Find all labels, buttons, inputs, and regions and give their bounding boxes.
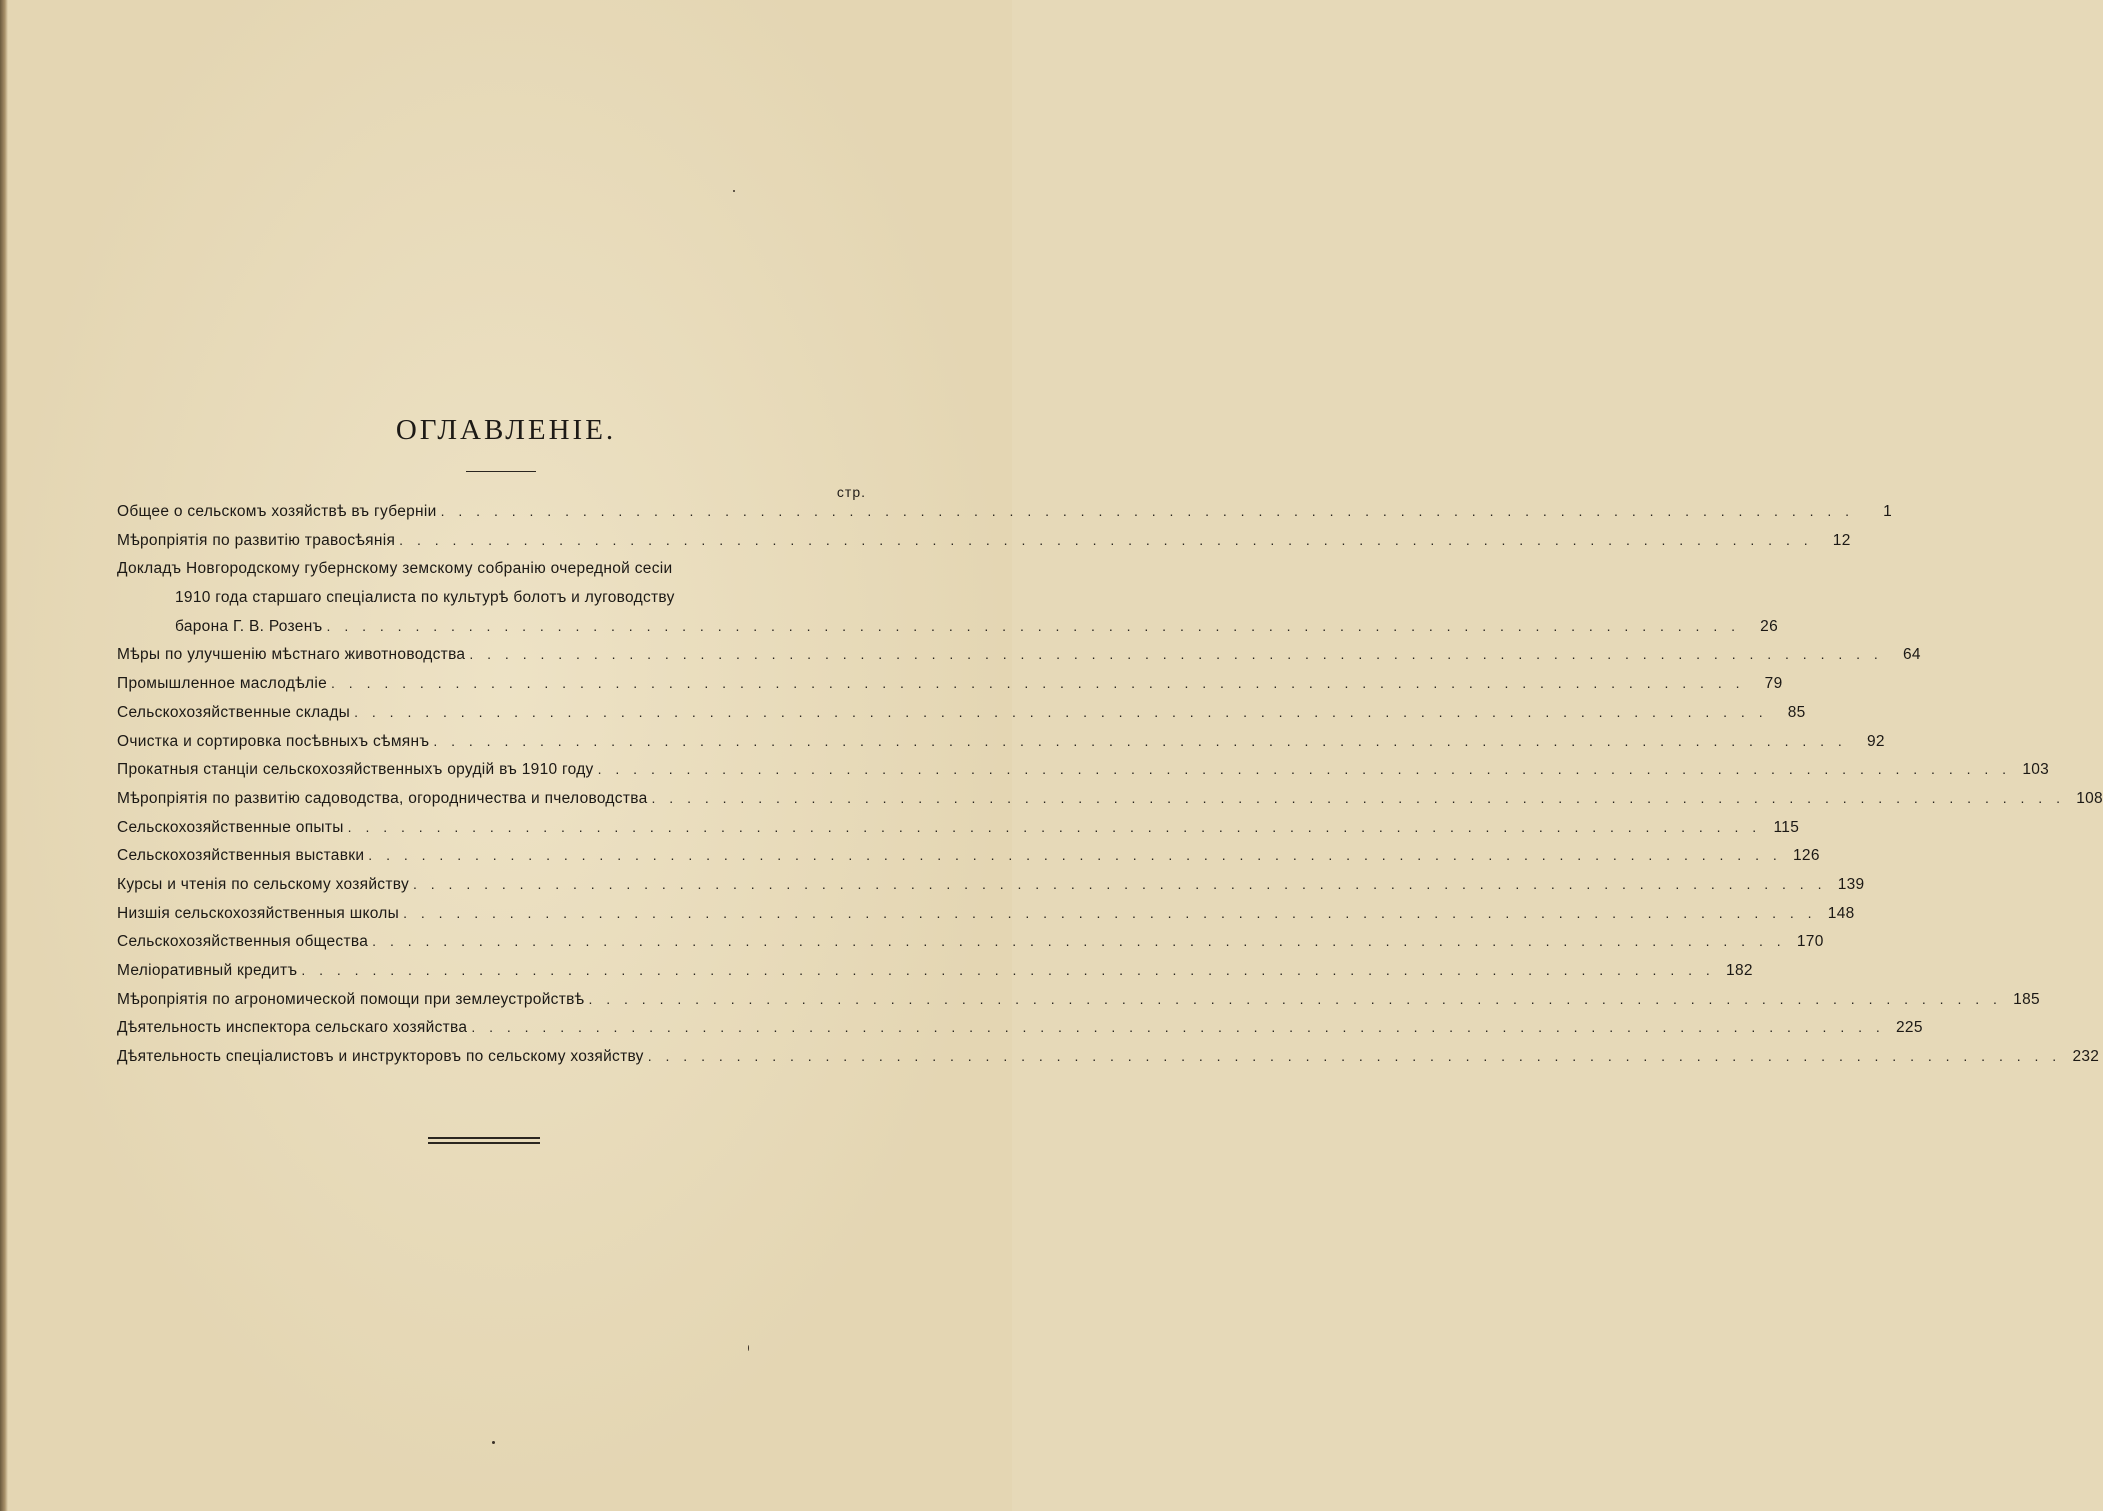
toc-entry-title: Сельскохозяйственные опыты: [117, 818, 344, 836]
toc-leader-dots: . . . . . . . . . . . . . . . . . . . . . . . . . . . . . . . . . . . . . . . . . . . . . . . . . . . . . . . . . . . . . . . . . . . . . . . . . . . . . . . .: [651, 789, 2065, 806]
toc-page-number: 79: [1764, 675, 1783, 693]
toc-entry: [117, 617, 1779, 647]
toc-entry-title: Мѣропріятія по развитію травосѣянія: [117, 531, 396, 549]
toc-page-number: 85: [1787, 703, 1806, 721]
toc-leader-dots: . . . . . . . . . . . . . . . . . . . . . . . . . . . . . . . . . . . . . . . . . . . . . . . . . . . . . . . . . . . . . . . . . . . . . . . . . . . . . . . .: [413, 875, 1827, 892]
toc-leader-dots: . . . . . . . . . . . . . . . . . . . . . . . . . . . . . . . . . . . . . . . . . . . . . . . . . . . . . . . . . . . . . . . . . . . . . . . . . . . . . . . .: [597, 761, 2012, 778]
toc-entry: [117, 589, 863, 618]
toc-entry-title: барона Г. В. Розенъ: [175, 617, 323, 635]
toc-entry-title: Мѣропріятія по развитію садоводства, огородничества и пчеловодства: [117, 789, 648, 807]
toc-entry-title: Дѣятельность инспектора сельскаго хозяйства: [117, 1019, 468, 1037]
toc-entry: [117, 503, 1893, 532]
toc-leader-dots: . . . . . . . . . . . . . . . . . . . . . . . . . . . . . . . . . . . . . . . . . . . . . . . . . . . . . . . . . . . . . . . . . . . . . . . . . . . . . . . .: [403, 904, 1817, 921]
toc-leader-dots: . . . . . . . . . . . . . . . . . . . . . . . . . . . . . . . . . . . . . . . . . . . . . . . . . . . . . . . . . . . . . . . . . . . . . . . . . . . . . . . .: [647, 1048, 2062, 1065]
page-title: ОГЛАВЛЕНІЕ.: [395, 414, 617, 446]
toc-entry: [117, 1019, 1923, 1048]
toc-entry-title: Очистка и сортировка посѣвныхъ сѣмянъ: [117, 732, 430, 750]
toc-page-number: 115: [1773, 818, 1800, 836]
toc-entry-title: Докладъ Новгородскому губернскому земскому собранію очередной сесіи: [117, 560, 673, 578]
toc-leader-dots: . . . . . . . . . . . . . . . . . . . . . . . . . . . . . . . . . . . . . . . . . . . . . . . . . . . . . . . . . . . . . . . . . . . . . . . . . . . . . . . .: [471, 1019, 1885, 1036]
toc-page-number: 103: [2022, 761, 2050, 779]
end-rule-bottom: [428, 1142, 540, 1144]
toc-page-number: 26: [1760, 617, 1779, 635]
toc-leader-dots: . . . . . . . . . . . . . . . . . . . . . . . . . . . . . . . . . . . . . . . . . . . . . . . . . . . . . . . . . . . . . . . . . . . . . . . . . . . . . . . .: [399, 531, 1813, 548]
page-column-header: стр.: [836, 484, 866, 500]
toc-entry: [117, 875, 1865, 905]
toc-page-number: 12: [1832, 531, 1851, 549]
end-rule-top: [428, 1137, 540, 1139]
toc-entry: [117, 1048, 2100, 1077]
toc-entry-title: Сельскохозяйственные склады: [117, 703, 351, 721]
toc-leader-dots: . . . . . . . . . . . . . . . . . . . . . . . . . . . . . . . . . . . . . . . . . . . . . . . . . . . . . . . . . . . . . . . . . . . . . . . . . . . . . . . .: [331, 675, 1745, 692]
toc-page-number: 108: [2076, 789, 2103, 807]
toc-page-number: 64: [1902, 646, 1921, 664]
title-underline: [466, 471, 536, 472]
toc-entry: [117, 675, 1783, 704]
toc-entry: [117, 962, 1753, 991]
toc-entry: [117, 560, 863, 589]
toc-entry: [117, 818, 1800, 848]
toc-entry: [117, 990, 2040, 1020]
toc-page-number: 126: [1793, 847, 1820, 865]
toc-page-number: 1: [1883, 503, 1893, 520]
toc-page-number: 92: [1866, 732, 1885, 750]
toc-entry-title: 1910 года старшаго спеціалиста по культурѣ болотъ и луговодству: [175, 589, 675, 607]
toc-entry: [117, 904, 1855, 934]
page-binding-edge: [0, 0, 8, 1511]
toc-page-number: 185: [2013, 990, 2040, 1008]
toc-page-number: 225: [1896, 1019, 1923, 1037]
toc-entry: [117, 789, 2103, 819]
toc-entry-title: Сельскохозяйственныя общества: [117, 933, 369, 951]
toc-leader-dots: . . . . . . . . . . . . . . . . . . . . . . . . . . . . . . . . . . . . . . . . . . . . . . . . . . . . . . . . . . . . . . . . . . . . . . . . . . . . . . . .: [368, 847, 1782, 864]
toc-page-number: 148: [1827, 904, 1855, 922]
table-of-contents: [117, 503, 2103, 1077]
toc-entry-title: Меліоративный кредитъ: [117, 962, 298, 979]
toc-entry: [117, 761, 2050, 790]
toc-leader-dots: . . . . . . . . . . . . . . . . . . . . . . . . . . . . . . . . . . . . . . . . . . . . . . . . . . . . . . . . . . . . . . . . . . . . . . . . . . . . . . . .: [469, 646, 1883, 663]
toc-entry-title: Прокатныя станціи сельскохозяйственныхъ орудій въ 1910 году: [117, 761, 594, 779]
toc-page-number: 170: [1796, 933, 1824, 951]
toc-entry-title: Промышленное маслодѣліе: [117, 675, 328, 693]
toc-leader-dots: . . . . . . . . . . . . . . . . . . . . . . . . . . . . . . . . . . . . . . . . . . . . . . . . . . . . . . . . . . . . . . . . . . . . . . . . . . . . . . . .: [440, 503, 1855, 519]
toc-leader-dots: . . . . . . . . . . . . . . . . . . . . . . . . . . . . . . . . . . . . . . . . . . . . . . . . . . . . . . . . . . . . . . . . . . . . . . . . . . . . . . . .: [588, 990, 2002, 1007]
toc-entry-title: Низшія сельскохозяйственныя школы: [117, 904, 400, 922]
toc-entry-title: Сельскохозяйственныя выставки: [117, 847, 365, 865]
toc-leader-dots: . . . . . . . . . . . . . . . . . . . . . . . . . . . . . . . . . . . . . . . . . . . . . . . . . . . . . . . . . . . . . . . . . . . . . . . . . . . . . . . .: [326, 617, 1741, 634]
toc-leader-dots: . . . . . . . . . . . . . . . . . . . . . . . . . . . . . . . . . . . . . . . . . . . . . . . . . . . . . . . . . . . . . . . . . . . . . . . . . . . . . . . .: [354, 703, 1768, 720]
toc-leader-dots: . . . . . . . . . . . . . . . . . . . . . . . . . . . . . . . . . . . . . . . . . . . . . . . . . . . . . . . . . . . . . . . . . . . . . . . . . . . . . . . .: [301, 962, 1715, 978]
toc-page-number: 232: [2072, 1048, 2100, 1066]
toc-entry-title: Мѣропріятія по агрономической помощи при землеустройствѣ: [117, 990, 585, 1008]
toc-entry: [117, 847, 1820, 876]
toc-entry: [117, 732, 1885, 762]
toc-entry: [117, 933, 1824, 962]
toc-leader-dots: . . . . . . . . . . . . . . . . . . . . . . . . . . . . . . . . . . . . . . . . . . . . . . . . . . . . . . . . . . . . . . . . . . . . . . . . . . . . . . . .: [372, 933, 1786, 950]
toc-entry-title: Общее о сельскомъ хозяйствѣ въ губерніи: [117, 503, 437, 520]
toc-leader-dots: . . . . . . . . . . . . . . . . . . . . . . . . . . . . . . . . . . . . . . . . . . . . . . . . . . . . . . . . . . . . . . . . . . . . . . . . . . . . . . . .: [347, 818, 1762, 835]
toc-entry-title: Дѣятельность спеціалистовъ и инструкторовъ по сельскому хозяйству: [117, 1048, 644, 1066]
toc-page-number: 182: [1726, 962, 1753, 979]
toc-entry: [117, 531, 1851, 561]
toc-entry: [117, 646, 1921, 675]
toc-entry-title: Курсы и чтенія по сельскому хозяйству: [117, 875, 409, 893]
toc-leader-dots: . . . . . . . . . . . . . . . . . . . . . . . . . . . . . . . . . . . . . . . . . . . . . . . . . . . . . . . . . . . . . . . . . . . . . . . . . . . . . . . .: [433, 732, 1847, 749]
toc-entry: [117, 703, 1806, 733]
toc-entry-title: Мѣры по улучшенію мѣстнаго животноводства: [117, 646, 466, 664]
toc-page-number: 139: [1837, 875, 1865, 893]
